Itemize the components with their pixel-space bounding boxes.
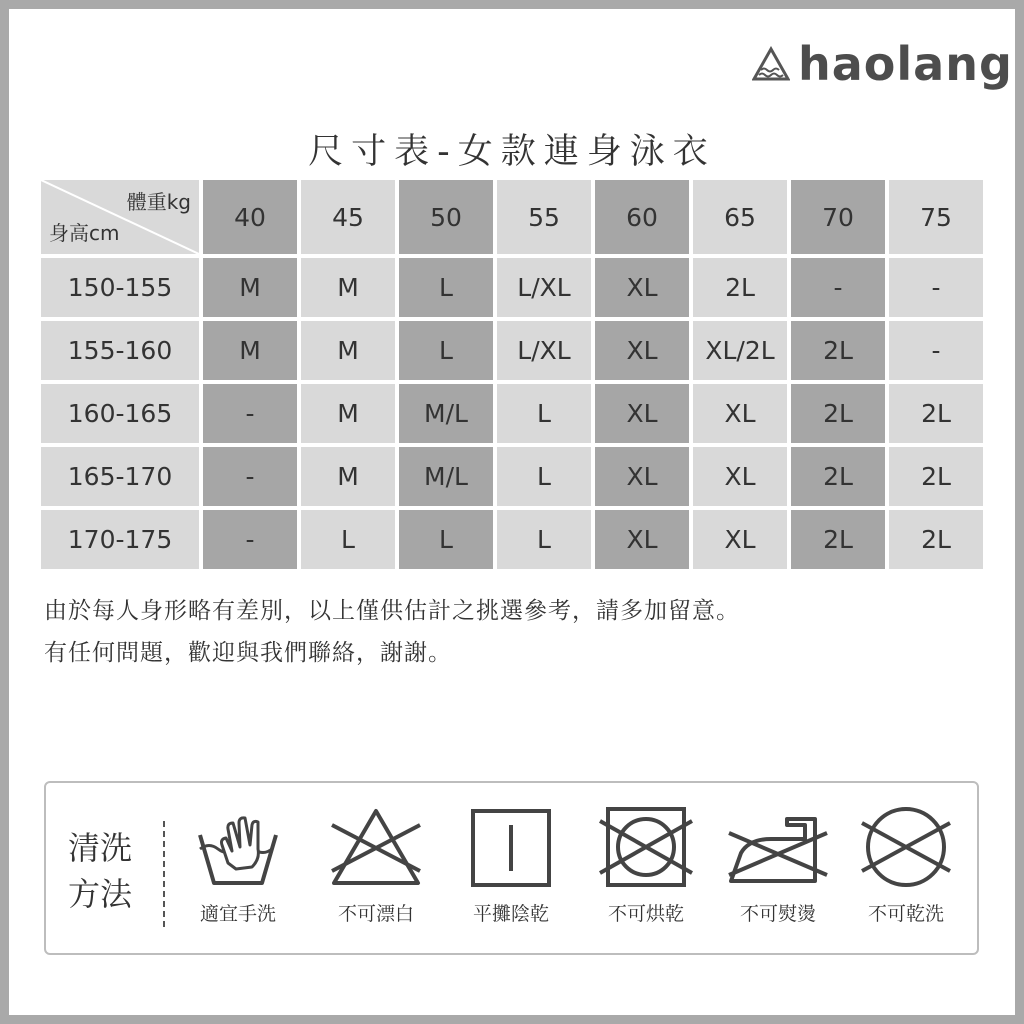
size-cell: M: [301, 258, 395, 317]
height-range: 150-155: [41, 258, 199, 317]
size-cell: 2L: [791, 447, 885, 506]
mountain-wave-icon: [752, 46, 790, 82]
size-cell: 2L: [889, 384, 983, 443]
care-item-no-iron: [718, 805, 838, 926]
care-item-hand-wash: [178, 805, 298, 926]
care-label: 不可熨燙: [739, 903, 816, 925]
size-cell: 2L: [889, 447, 983, 506]
size-cell: L: [399, 258, 493, 317]
no-iron-icon: [723, 805, 833, 889]
size-cell: -: [203, 510, 297, 569]
table-row: [41, 447, 983, 506]
size-cell: XL: [595, 510, 689, 569]
size-cell: M: [301, 384, 395, 443]
size-cell: XL: [693, 384, 787, 443]
weight-header: 65: [693, 180, 787, 254]
no-bleach-icon: [326, 805, 426, 889]
care-title: [68, 825, 132, 917]
care-divider: [163, 821, 165, 927]
table-row: [41, 258, 983, 317]
size-cell: -: [203, 447, 297, 506]
care-label: 不可乾洗: [867, 903, 944, 925]
weight-header: 55: [497, 180, 591, 254]
care-item-no-tumble-dry: [586, 805, 706, 926]
care-item-dry-flat: [451, 805, 571, 926]
size-cell: -: [203, 384, 297, 443]
size-cell: L: [497, 384, 591, 443]
weight-header: 45: [301, 180, 395, 254]
dry-flat-shade-icon: [461, 805, 561, 889]
size-cell: L: [399, 321, 493, 380]
no-dry-clean-icon: [856, 805, 956, 889]
height-range: 170-175: [41, 510, 199, 569]
size-cell: L: [497, 447, 591, 506]
size-cell: -: [889, 258, 983, 317]
care-title-line: 清洗: [68, 829, 133, 867]
height-range: 165-170: [41, 447, 199, 506]
care-item-no-bleach: [316, 805, 436, 926]
weight-header: 40: [203, 180, 297, 254]
size-cell: M: [203, 258, 297, 317]
size-cell: XL: [595, 321, 689, 380]
size-cell: M/L: [399, 384, 493, 443]
table-row: [41, 321, 983, 380]
care-title-line: 方法: [68, 875, 133, 913]
size-cell: M/L: [399, 447, 493, 506]
care-label: 平攤陰乾: [472, 903, 549, 925]
brand-logo: [752, 36, 1013, 92]
table-row: [41, 384, 983, 443]
care-label: 不可漂白: [337, 903, 414, 925]
weight-header: 50: [399, 180, 493, 254]
hand-wash-icon: [188, 805, 288, 889]
size-cell: M: [301, 321, 395, 380]
size-cell: XL/2L: [693, 321, 787, 380]
contact-note: 有任何問題，歡迎與我們聯絡，謝謝。: [44, 640, 452, 666]
size-cell: 2L: [791, 321, 885, 380]
size-cell: -: [889, 321, 983, 380]
no-tumble-dry-icon: [596, 805, 696, 889]
height-range: 160-165: [41, 384, 199, 443]
weight-header: 70: [791, 180, 885, 254]
size-cell: 2L: [889, 510, 983, 569]
size-cell: XL: [595, 258, 689, 317]
size-cell: 2L: [791, 510, 885, 569]
size-cell: XL: [693, 447, 787, 506]
size-cell: XL: [595, 447, 689, 506]
table-row: [41, 510, 983, 569]
weight-header: 75: [889, 180, 983, 254]
brand-name: haolang: [798, 37, 1013, 91]
size-cell: L: [399, 510, 493, 569]
size-cell: 2L: [693, 258, 787, 317]
size-cell: L/XL: [497, 258, 591, 317]
size-cell: XL: [595, 384, 689, 443]
size-cell: -: [791, 258, 885, 317]
corner-cell: [41, 180, 199, 254]
size-cell: L/XL: [497, 321, 591, 380]
care-item-no-dry-clean: [846, 805, 966, 926]
weight-axis-label: 體重kg: [126, 190, 191, 214]
height-range: 155-160: [41, 321, 199, 380]
header-row: [41, 180, 983, 254]
size-cell: M: [301, 447, 395, 506]
care-label: 適宜手洗: [199, 903, 276, 925]
disclaimer-note: 由於每人身形略有差別，以上僅供估計之挑選參考，請多加留意。: [44, 598, 740, 624]
weight-header: 60: [595, 180, 689, 254]
page-title: 尺寸表-女款連身泳衣: [308, 132, 716, 172]
size-cell: 2L: [791, 384, 885, 443]
size-chart: [37, 176, 987, 573]
size-cell: M: [203, 321, 297, 380]
height-axis-label: 身高cm: [49, 221, 120, 245]
size-cell: L: [497, 510, 591, 569]
size-cell: L: [301, 510, 395, 569]
size-cell: XL: [693, 510, 787, 569]
care-label: 不可烘乾: [607, 903, 684, 925]
care-instructions-box: [44, 781, 979, 955]
